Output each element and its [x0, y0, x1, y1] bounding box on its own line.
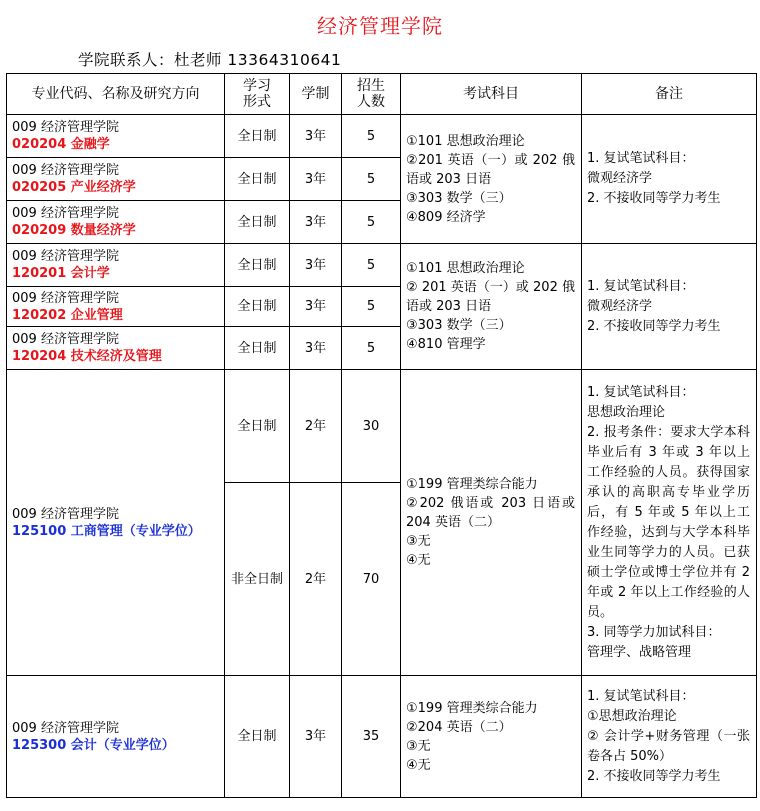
- mode-cell: 全日制: [225, 287, 290, 327]
- quota-cell: 5: [342, 327, 401, 370]
- subjects-cell: ①199 管理类综合能力 ②202 俄语或 203 日语或 204 英语（二） ③无 ④无: [401, 370, 582, 676]
- header-quota: 招生 人数: [342, 74, 401, 115]
- header-major: 专业代码、名称及研究方向: [7, 74, 225, 115]
- mode-cell: 非全日制: [225, 483, 290, 676]
- years-cell: 2年: [290, 370, 342, 483]
- mode-cell: 全日制: [225, 370, 290, 483]
- quota-cell: 5: [342, 158, 401, 201]
- notes-cell: 1. 复试笔试科目： ①思想政治理论 ② 会计学+财务管理（一张卷各占 50%） 2. 不接收同等学力考生: [582, 676, 757, 798]
- years-cell: 3年: [290, 158, 342, 201]
- mode-cell: 全日制: [225, 676, 290, 798]
- admission-table: [6, 73, 757, 798]
- major-cell: 009 经济管理学院 125100 工商管理（专业学位）: [7, 370, 225, 676]
- mode-cell: 全日制: [225, 115, 290, 158]
- mode-cell: 全日制: [225, 327, 290, 370]
- subjects-cell: ①101 思想政治理论 ② 201 英语（一）或 202 俄语或 203 日语 ③303 数学（三） ④810 管理学: [401, 244, 582, 370]
- mode-cell: 全日制: [225, 158, 290, 201]
- header-mode: 学习 形式: [225, 74, 290, 115]
- years-cell: 3年: [290, 327, 342, 370]
- table-row: [7, 370, 757, 483]
- table-row: [7, 676, 757, 798]
- major-cell: 009 经济管理学院 120202 企业管理: [7, 287, 225, 327]
- subjects-cell: ①199 管理类综合能力 ②204 英语（二） ③无 ④无: [401, 676, 582, 798]
- quota-cell: 5: [342, 244, 401, 287]
- years-cell: 3年: [290, 676, 342, 798]
- quota-cell: 30: [342, 370, 401, 483]
- notes-cell: 1. 复试笔试科目： 微观经济学 2. 不接收同等学力考生: [582, 115, 757, 244]
- header-subjects: 考试科目: [401, 74, 582, 115]
- years-cell: 3年: [290, 115, 342, 158]
- quota-cell: 5: [342, 287, 401, 327]
- major-cell: 009 经济管理学院 120204 技术经济及管理: [7, 327, 225, 370]
- table-row: [7, 244, 757, 287]
- contact-line: 学院联系人：杜老师 13364310641: [78, 51, 342, 69]
- notes-cell: 1. 复试笔试科目： 微观经济学 2. 不接收同等学力考生: [582, 244, 757, 370]
- years-cell: 3年: [290, 287, 342, 327]
- subjects-cell: ①101 思想政治理论 ②201 英语（一）或 202 俄语或 203 日语 ③303 数学（三） ④809 经济学: [401, 115, 582, 244]
- years-cell: 3年: [290, 201, 342, 244]
- years-cell: 3年: [290, 244, 342, 287]
- major-cell: 009 经济管理学院 120201 会计学: [7, 244, 225, 287]
- notes-cell: 1. 复试笔试科目： 思想政治理论 2. 报考条件：要求大学本科毕业后有 3 年或 3 年以上工作经验的人员。获得国家承认的高职高专毕业学历后，有 5 年或 5 年以上工作经验，达到与大学本科毕业生同等学力的人员。已获硕士学位或博士学位并有 2 年或 2 年以上工作经验的人员。 3. 同等学力加试科目： 管理学、战略管理: [582, 370, 757, 676]
- quota-cell: 70: [342, 483, 401, 676]
- page-title: 经济管理学院: [317, 14, 443, 38]
- major-cell: 009 经济管理学院 020204 金融学: [7, 115, 225, 158]
- major-cell: 009 经济管理学院 125300 会计（专业学位）: [7, 676, 225, 798]
- header-row: [7, 74, 757, 115]
- quota-cell: 5: [342, 115, 401, 158]
- major-cell: 009 经济管理学院 020205 产业经济学: [7, 158, 225, 201]
- table-row: [7, 115, 757, 158]
- years-cell: 2年: [290, 483, 342, 676]
- major-cell: 009 经济管理学院 020209 数量经济学: [7, 201, 225, 244]
- quota-cell: 35: [342, 676, 401, 798]
- header-years: 学制: [290, 74, 342, 115]
- mode-cell: 全日制: [225, 244, 290, 287]
- mode-cell: 全日制: [225, 201, 290, 244]
- header-notes: 备注: [582, 74, 757, 115]
- quota-cell: 5: [342, 201, 401, 244]
